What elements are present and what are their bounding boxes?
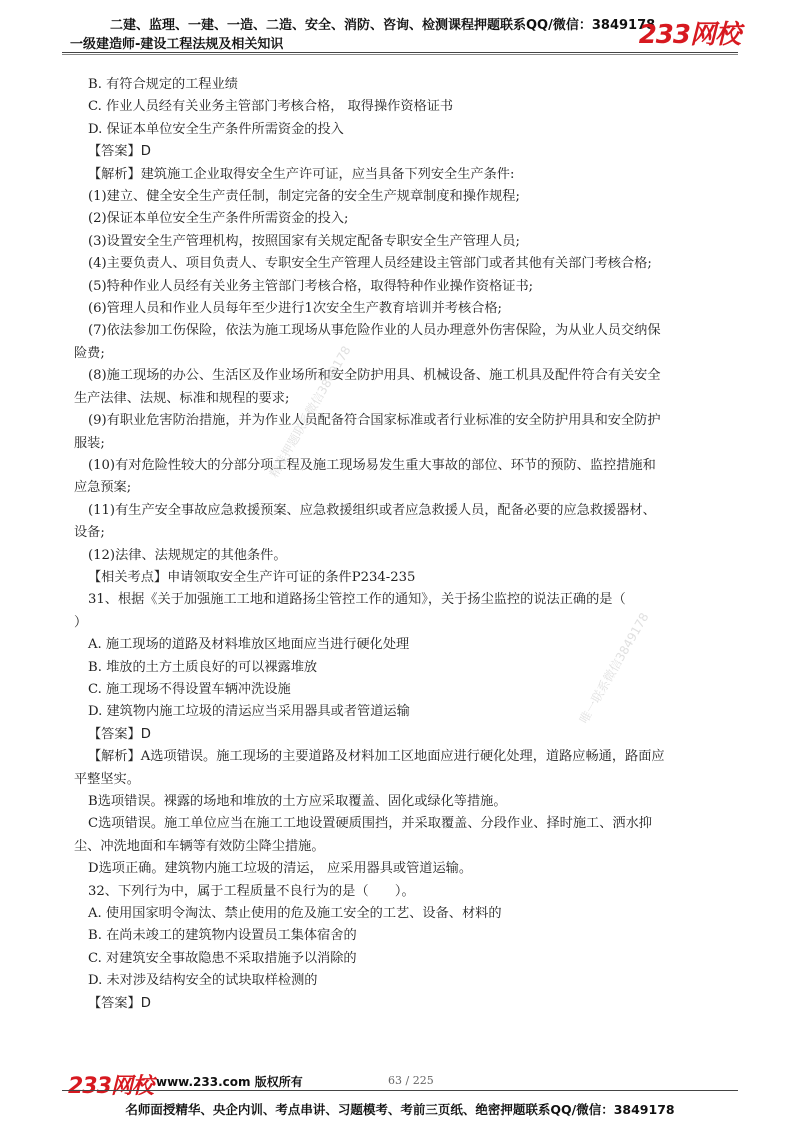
option-d: D. 建筑物内施工垃圾的清运应当采用器具或者管道运输 <box>88 704 410 720</box>
text-line: (8)施工现场的办公、生活区及作业场所和安全防护用具、机械设备、施工机具及配件符合有关安全 <box>88 368 661 384</box>
option-c: C. 对建筑安全事故隐患不采取措施予以消除的 <box>88 950 357 966</box>
question-31: 31、根据《关于加强施工工地和道路扬尘管控工作的通知》，关于扬尘监控的说法正确的是（ <box>88 592 626 608</box>
footer-rule <box>62 1090 738 1091</box>
text-line: (10)有对危险性较大的分部分项工程及施工现场易发生重大事故的部位、环节的预防、监控措施和 <box>88 457 656 473</box>
text-line: (11)有生产安全事故应急救援预案、应急救援组织或者应急救援人员，配备必要的应急救援器材、 <box>88 502 656 518</box>
text-line: (4)主要负责人、项目负责人、专职安全生产管理人员经建设主管部门或者其他有关部门考核合格; <box>88 256 652 272</box>
brand-logo-top: 233网校 <box>638 20 740 50</box>
text-line: (12)法律、法规规定的其他条件。 <box>88 547 287 563</box>
option-d: D. 未对涉及结构安全的试块取样检测的 <box>88 973 318 989</box>
answer-line: 【答案】D <box>88 726 151 742</box>
option-a: A. 施工现场的道路及材料堆放区地面应当进行硬化处理 <box>88 637 410 653</box>
option-b: B. 堆放的土方土质良好的可以裸露堆放 <box>88 659 318 675</box>
header-promo-line: 二建、监理、一建、一造、二造、安全、消防、咨询、检测课程押题联系QQ/微信：3849178 <box>110 18 656 33</box>
text-line: (9)有职业危害防治措施，并为作业人员配备符合国家标准或者行业标准的安全防护用具和安全防护 <box>88 413 661 429</box>
answer-line: 【答案】D <box>88 144 151 160</box>
question-31-cont: ） <box>74 614 88 630</box>
text-line: 险费; <box>74 345 105 361</box>
text-line: (6)管理人员和作业人员每年至少进行1次安全生产教育培训并考核合格; <box>88 301 502 317</box>
text-line: 尘、冲洗地面和车辆等有效防尘降尘措施。 <box>74 838 325 854</box>
option-a: A. 使用国家明令淘汰、禁止使用的危及施工安全的工艺、设备、材料的 <box>88 906 502 922</box>
text-line: (5)特种作业人员经有关业务主管部门考核合格，取得特种作业操作资格证书; <box>88 278 534 294</box>
text-line: 设备; <box>74 525 105 541</box>
text-line: D. 保证本单位安全生产条件所需资金的投入 <box>88 121 344 137</box>
text-line: D选项正确。建筑物内施工垃圾的清运， 应采用器具或管道运输。 <box>88 861 473 877</box>
text-line: 应急预案; <box>74 480 132 496</box>
question-32: 32、下列行为中，属于工程质量不良行为的是（ ）。 <box>88 883 415 899</box>
text-line: C. 作业人员经有关业务主管部门考核合格， 取得操作资格证书 <box>88 99 454 115</box>
header-rule <box>62 52 738 53</box>
page-number: 63 / 225 <box>388 1074 434 1087</box>
header-subtitle: 一级建造师-建设工程法规及相关知识 <box>70 37 284 52</box>
header-rule-thin <box>62 54 738 55</box>
analysis-line: 【解析】建筑施工企业取得安全生产许可证，应当具备下列安全生产条件: <box>88 166 515 182</box>
text-line: B选项错误。裸露的场地和堆放的土方应采取覆盖、固化或绿化等措施。 <box>88 794 507 809</box>
answer-line: 【答案】D <box>88 995 151 1011</box>
document-body <box>74 74 748 1015</box>
text-line: C选项错误。施工单位应当在施工工地设置硬质围挡，并采取覆盖、分段作业、择时施工、洒水抑 <box>88 816 652 832</box>
text-line: (3)设置安全生产管理机构，按照国家有关规定配备专职安全生产管理人员; <box>88 233 520 249</box>
watermark: 唯一联系微信3849178 <box>576 610 652 726</box>
text-line: (7)依法参加工伤保险，依法为施工现场从事危险作业的人员办理意外伤害保险，为从业人员交纳保 <box>88 323 661 339</box>
brand-logo-bottom: 233网校 <box>68 1074 153 1099</box>
text-line: B. 有符合规定的工程业绩 <box>88 77 238 92</box>
text-line: (2)保证本单位安全生产条件所需资金的投入; <box>88 211 349 227</box>
analysis-line: 【解析】A选项错误。施工现场的主要道路及材料加工区地面应进行硬化处理，道路应畅通，路面应 <box>88 749 665 765</box>
related-topic-line: 【相关考点】申请领取安全生产许可证的条件P234-235 <box>88 569 416 585</box>
text-line: (1)建立、健全安全生产责任制，制定完备的安全生产规章制度和操作规程; <box>88 189 520 205</box>
text-line: 服装; <box>74 435 105 451</box>
footer-promo-line: 名师面授精华、央企内训、考点串讲、习题模考、考前三页纸、绝密押题联系QQ/微信：3849178 <box>125 1102 675 1117</box>
footer-site: www.233.com 版权所有 <box>156 1075 303 1089</box>
text-line: 生产法律、法规、标准和规程的要求; <box>74 390 290 406</box>
text-line: 平整坚实。 <box>74 771 140 787</box>
option-b: B. 在尚未竣工的建筑物内设置员工集体宿舍的 <box>88 928 357 944</box>
watermark: 精准押题联系微信3849178 <box>266 343 354 480</box>
option-c: C. 施工现场不得设置车辆冲洗设施 <box>88 681 291 697</box>
